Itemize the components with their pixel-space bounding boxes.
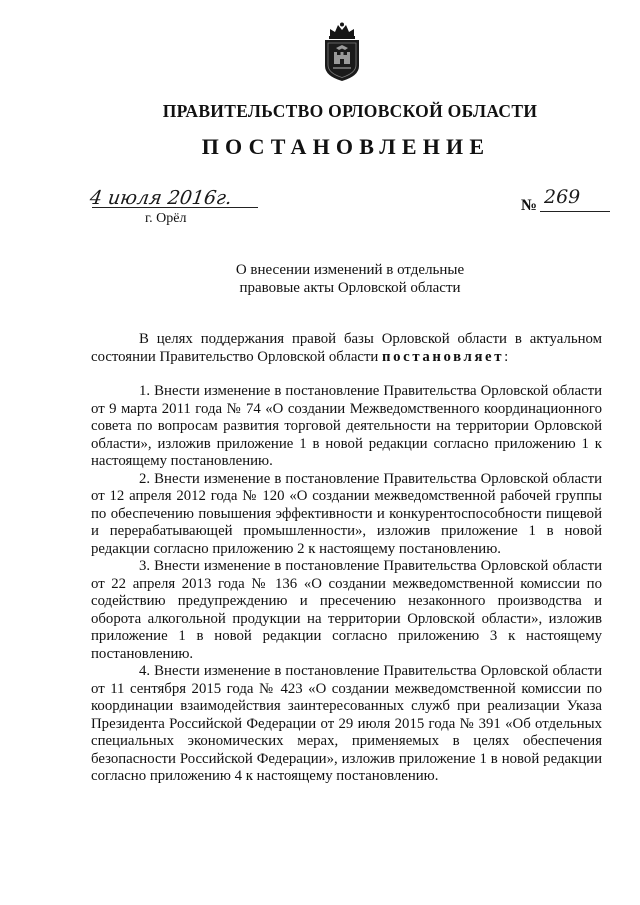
document-subject bbox=[0, 261, 640, 297]
date-underline bbox=[92, 207, 258, 208]
preamble-paragraph bbox=[91, 331, 602, 366]
subject-line: О внесении изменений в отдельные bbox=[235, 262, 465, 278]
number-label: № bbox=[521, 197, 538, 214]
preamble-text: В целях поддержания правой базы Орловской области в актуальном состоянии Правительство Орловской области bbox=[91, 331, 602, 365]
coat-of-arms-icon bbox=[321, 22, 363, 82]
resolution-item: 3. Внести изменение в постановление Правительства Орловской области от 22 апреля 2013 года № 136 «О создании межведомственной комиссии по содействию предупреждению и пресечению незаконного производства и оборота алкогольной продукции на территории Орловской области», изложив приложение 1 в новой редакции согласно приложению 3 к настоящему постановлению. bbox=[91, 558, 602, 662]
preamble-end: : bbox=[504, 348, 509, 365]
number-underline bbox=[540, 211, 610, 212]
resolution-item: 2. Внести изменение в постановление Правительства Орловской области от 12 апреля 2012 года № 120 «О создании межведомственной рабочей группы по обеспечению повышения эффективности и конкурентоспособности пищевой и перерабатывающей промышленности», изложив приложение 1 в новой редакции согласно приложению 2 к настоящему постановлению. bbox=[91, 470, 602, 557]
preamble-keyword: постановляет bbox=[382, 348, 505, 365]
resolution-item: 4. Внести изменение в постановление Правительства Орловской области от 11 сентября 2015 года № 423 «О создании межведомственной комиссии по координации взаимодействия заинтересованных служб при реализации Указа Президента Российской Федерации от 29 июля 2015 года № 391 «Об отдельных специальных экономических мерах, применяемых в целях обеспечения безопасности Российской Федерации», изложив приложение 1 в новой редакции согласно приложению 4 к настоящему постановлению. bbox=[91, 663, 602, 784]
document-type-title: ПОСТАНОВЛЕНИЕ bbox=[201, 134, 491, 159]
subject-line: правовые акты Орловской области bbox=[239, 280, 461, 296]
handwritten-date: 4 июля 2016г. bbox=[88, 187, 234, 209]
document-body bbox=[91, 331, 602, 786]
handwritten-number: 269 bbox=[544, 186, 581, 208]
resolution-item: 1. Внести изменение в постановление Правительства Орловской области от 9 марта 2011 года № 74 «О создании Межведомственного координационного совета по вопросам развития торговой деятельности на территории Орловской области», изложив приложение 1 в новой редакции согласно приложению 1 к настоящему постановлению. bbox=[91, 383, 602, 469]
government-title: ПРАВИТЕЛЬСТВО ОРЛОВСКОЙ ОБЛАСТИ bbox=[162, 101, 538, 121]
city-label: г. Орёл bbox=[145, 211, 187, 226]
